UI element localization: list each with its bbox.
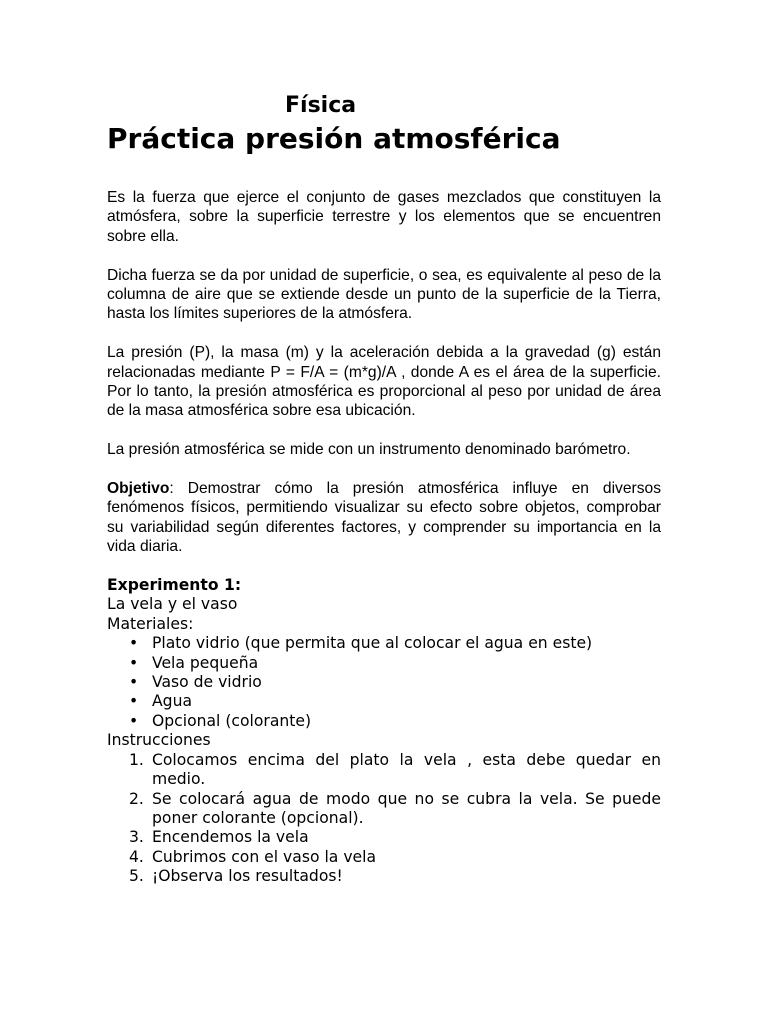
list-item <box>107 848 661 867</box>
objective-text: : Demostrar cómo la presión atmosférica influye en diversos fenómenos físicos, permitiendo visualizar su efecto sobre objetos, comprobar su variabilidad según diferentes factores, y comprender su importancia en la vida diaria. <box>107 480 661 556</box>
objective-label: Objetivo <box>107 480 170 498</box>
step-number: 3. <box>129 828 144 847</box>
list-item: • Plato vidrio (que permita que al colocar el agua en este) <box>107 634 661 653</box>
list-item: • Agua <box>107 692 661 711</box>
list-item <box>107 867 661 886</box>
subject-heading: Física <box>285 93 357 118</box>
document-page <box>107 92 661 887</box>
objective-paragraph <box>107 479 661 557</box>
list-item <box>107 790 661 829</box>
step-text: Se colocará agua de modo que no se cubra la vela. Se puede poner colorante (opcional). <box>152 789 661 827</box>
step-text: Encendemos la vela <box>152 828 309 847</box>
step-text: ¡Observa los resultados! <box>152 867 343 886</box>
experiment-title: Experimento 1: <box>107 576 242 595</box>
list-item: • Vaso de vidrio <box>107 673 661 692</box>
list-item: • Vela pequeña <box>107 654 661 673</box>
document-title: Práctica presión atmosférica <box>107 122 561 155</box>
instructions-heading: Instrucciones <box>107 731 211 750</box>
paragraph-force: Dicha fuerza se da por unidad de superficie, o sea, es equivalente al peso de la columna de aire que se extiende desde un punto de la superficie de la Tierra, hasta los límites superiores de la atmósfera. <box>107 266 661 323</box>
list-item: • Opcional (colorante) <box>107 712 661 731</box>
step-number: 5. <box>129 867 144 886</box>
step-text: Colocamos encima del plato la vela , esta debe quedar en medio. <box>152 750 661 789</box>
step-number: 1. <box>129 750 144 769</box>
step-text: Cubrimos con el vaso la vela <box>152 847 377 866</box>
list-item <box>107 828 661 847</box>
materials-heading: Materiales: <box>107 614 194 633</box>
instructions-list <box>107 751 661 887</box>
paragraph-definition: Es la fuerza que ejerce el conjunto de gases mezclados que constituyen la atmósfera, sobre la superficie terrestre y los elementos que se encuentren sobre ella. <box>107 189 661 245</box>
materials-list <box>107 634 661 731</box>
paragraph-formula: La presión (P), la masa (m) y la aceleración debida a la gravedad (g) están relacionadas mediante P = F/A = (m*g)/A , donde A es el área de la superficie. Por lo tanto, la presión atmosférica es proporcional al peso por unidad de área de la masa atmosférica sobre esa ubicación. <box>107 344 661 420</box>
step-number: 4. <box>129 847 144 866</box>
experiment-subtitle: La vela y el vaso <box>107 595 238 614</box>
step-number: 2. <box>129 789 144 808</box>
paragraph-barometer: La presión atmosférica se mide con un instrumento denominado barómetro. <box>107 441 631 459</box>
list-item <box>107 751 661 790</box>
